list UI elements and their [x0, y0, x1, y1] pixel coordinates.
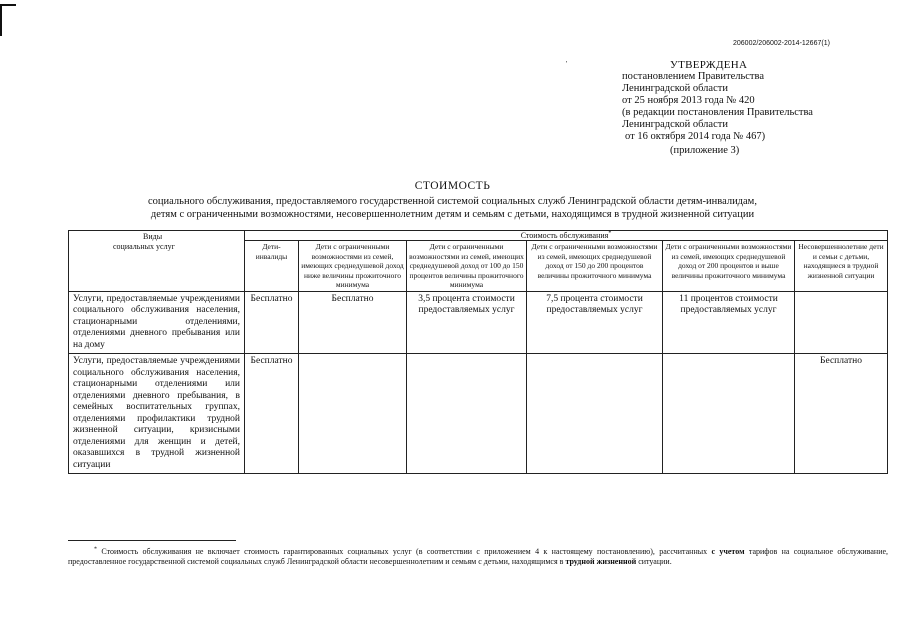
- footnote-marker: *: [608, 230, 612, 237]
- footnote-emphasis: с учетом: [711, 547, 745, 556]
- subheader-cell: Дети с ограниченными возможностями из семей, имеющих среднедушевой доход ниже величины прожиточного минимума: [299, 241, 407, 292]
- cost-header: Стоимость обслуживания*: [245, 231, 888, 241]
- cost-table: [68, 230, 888, 474]
- table-row: [69, 291, 888, 354]
- document-title: СТОИМОСТЬ: [414, 180, 491, 192]
- approval-line: Ленинградской области: [622, 119, 728, 130]
- footnote: * Стоимость обслуживания не включает стоимость гарантированных социальных услуг (в соответствии с приложением 4 к настоящему постановлению), рассчитанных с учетом тарифов на социальное обслуживание, предоставленное государственной системой социальных служб Ленинградской области несовершеннолетним и семьям с детьми, находящимся в трудной жизненной ситуации.: [68, 546, 889, 566]
- document-subtitle-line-1: социального обслуживания, предоставляемого государственной системой социальных служб Ленинградской области детям-инвалидам,: [148, 196, 757, 207]
- service-cell: Услуги, предоставляемые учреждениями социального обслуживания населения, стационарными отделениями, отделениями дневного пребывания или на дому: [69, 291, 245, 354]
- service-types-header: Виды социальных услуг: [69, 231, 245, 292]
- cost-cell: Бесплатно: [245, 354, 299, 474]
- table-row: [69, 354, 888, 474]
- table-header-row: [69, 231, 888, 241]
- cost-cell: Бесплатно: [299, 291, 407, 354]
- cost-cell: [795, 291, 888, 354]
- cost-cell: 7,5 процента стоимости предоставляемых услуг: [527, 291, 663, 354]
- scan-artifact-mark: ': [566, 60, 568, 68]
- approval-title: УТВЕРЖДЕНА: [670, 59, 748, 71]
- service-cell: Услуги, предоставляемые учреждениями социального обслуживания населения, стационарными отделениями или отделениями дневного пребывания, в семейных воспитательных группах, отделениями профилактики трудной жизненной ситуации, кризисными отделениями для женщин и детей, оказавшихся в трудной жизненной ситуации: [69, 354, 245, 474]
- cost-cell: 11 процентов стоимости предоставляемых услуг: [663, 291, 795, 354]
- footnote-mark: *: [94, 546, 97, 553]
- subheader-cell: Несовершеннолетние дети и семьи с детьми, находящиеся в трудной жизненной ситуации: [795, 241, 888, 292]
- approval-block: [622, 59, 882, 157]
- subheader-cell: Дети с ограниченными возможностями из семей, имеющих среднедушевой доход от 200 процентов и выше величины прожиточного минимума: [663, 241, 795, 292]
- cost-cell: [663, 354, 795, 474]
- subheader-cell: Дети-инвалиды: [245, 241, 299, 292]
- document-id: 206002/206002-2014-12667(1): [733, 40, 830, 47]
- subheader-cell: Дети с ограниченными возможностями из семей, имеющих среднедушевой доход от 100 до 150 процентов величины прожиточного минимума: [407, 241, 527, 292]
- approval-line: от 25 ноября 2013 года № 420: [622, 95, 755, 106]
- scan-corner-mark: [0, 4, 16, 36]
- cost-cell: [527, 354, 663, 474]
- cost-cell: Бесплатно: [795, 354, 888, 474]
- footnote-divider: [68, 540, 236, 541]
- cost-cell: 3,5 процента стоимости предоставляемых услуг: [407, 291, 527, 354]
- approval-line: (в редакции постановления Правительства: [622, 107, 813, 118]
- document-subtitle-line-2: детям с ограниченными возможностями, несовершеннолетним детям и семьям с детьми, находящимся в трудной жизненной ситуации: [150, 209, 755, 220]
- footnote-emphasis: трудной жизненной: [565, 557, 637, 566]
- cost-cell: [299, 354, 407, 474]
- cost-cell: [407, 354, 527, 474]
- approval-line: Ленинградской области: [622, 83, 728, 94]
- cost-cell: Бесплатно: [245, 291, 299, 354]
- appendix-label: (приложение 3): [670, 145, 740, 156]
- subheader-cell: Дети с ограниченными возможностями из семей, имеющих среднедушевой доход от 150 до 200 процентов величины прожиточного минимума: [527, 241, 663, 292]
- approval-line: постановлением Правительства: [622, 71, 765, 82]
- approval-line: от 16 октября 2014 года № 467): [625, 131, 766, 142]
